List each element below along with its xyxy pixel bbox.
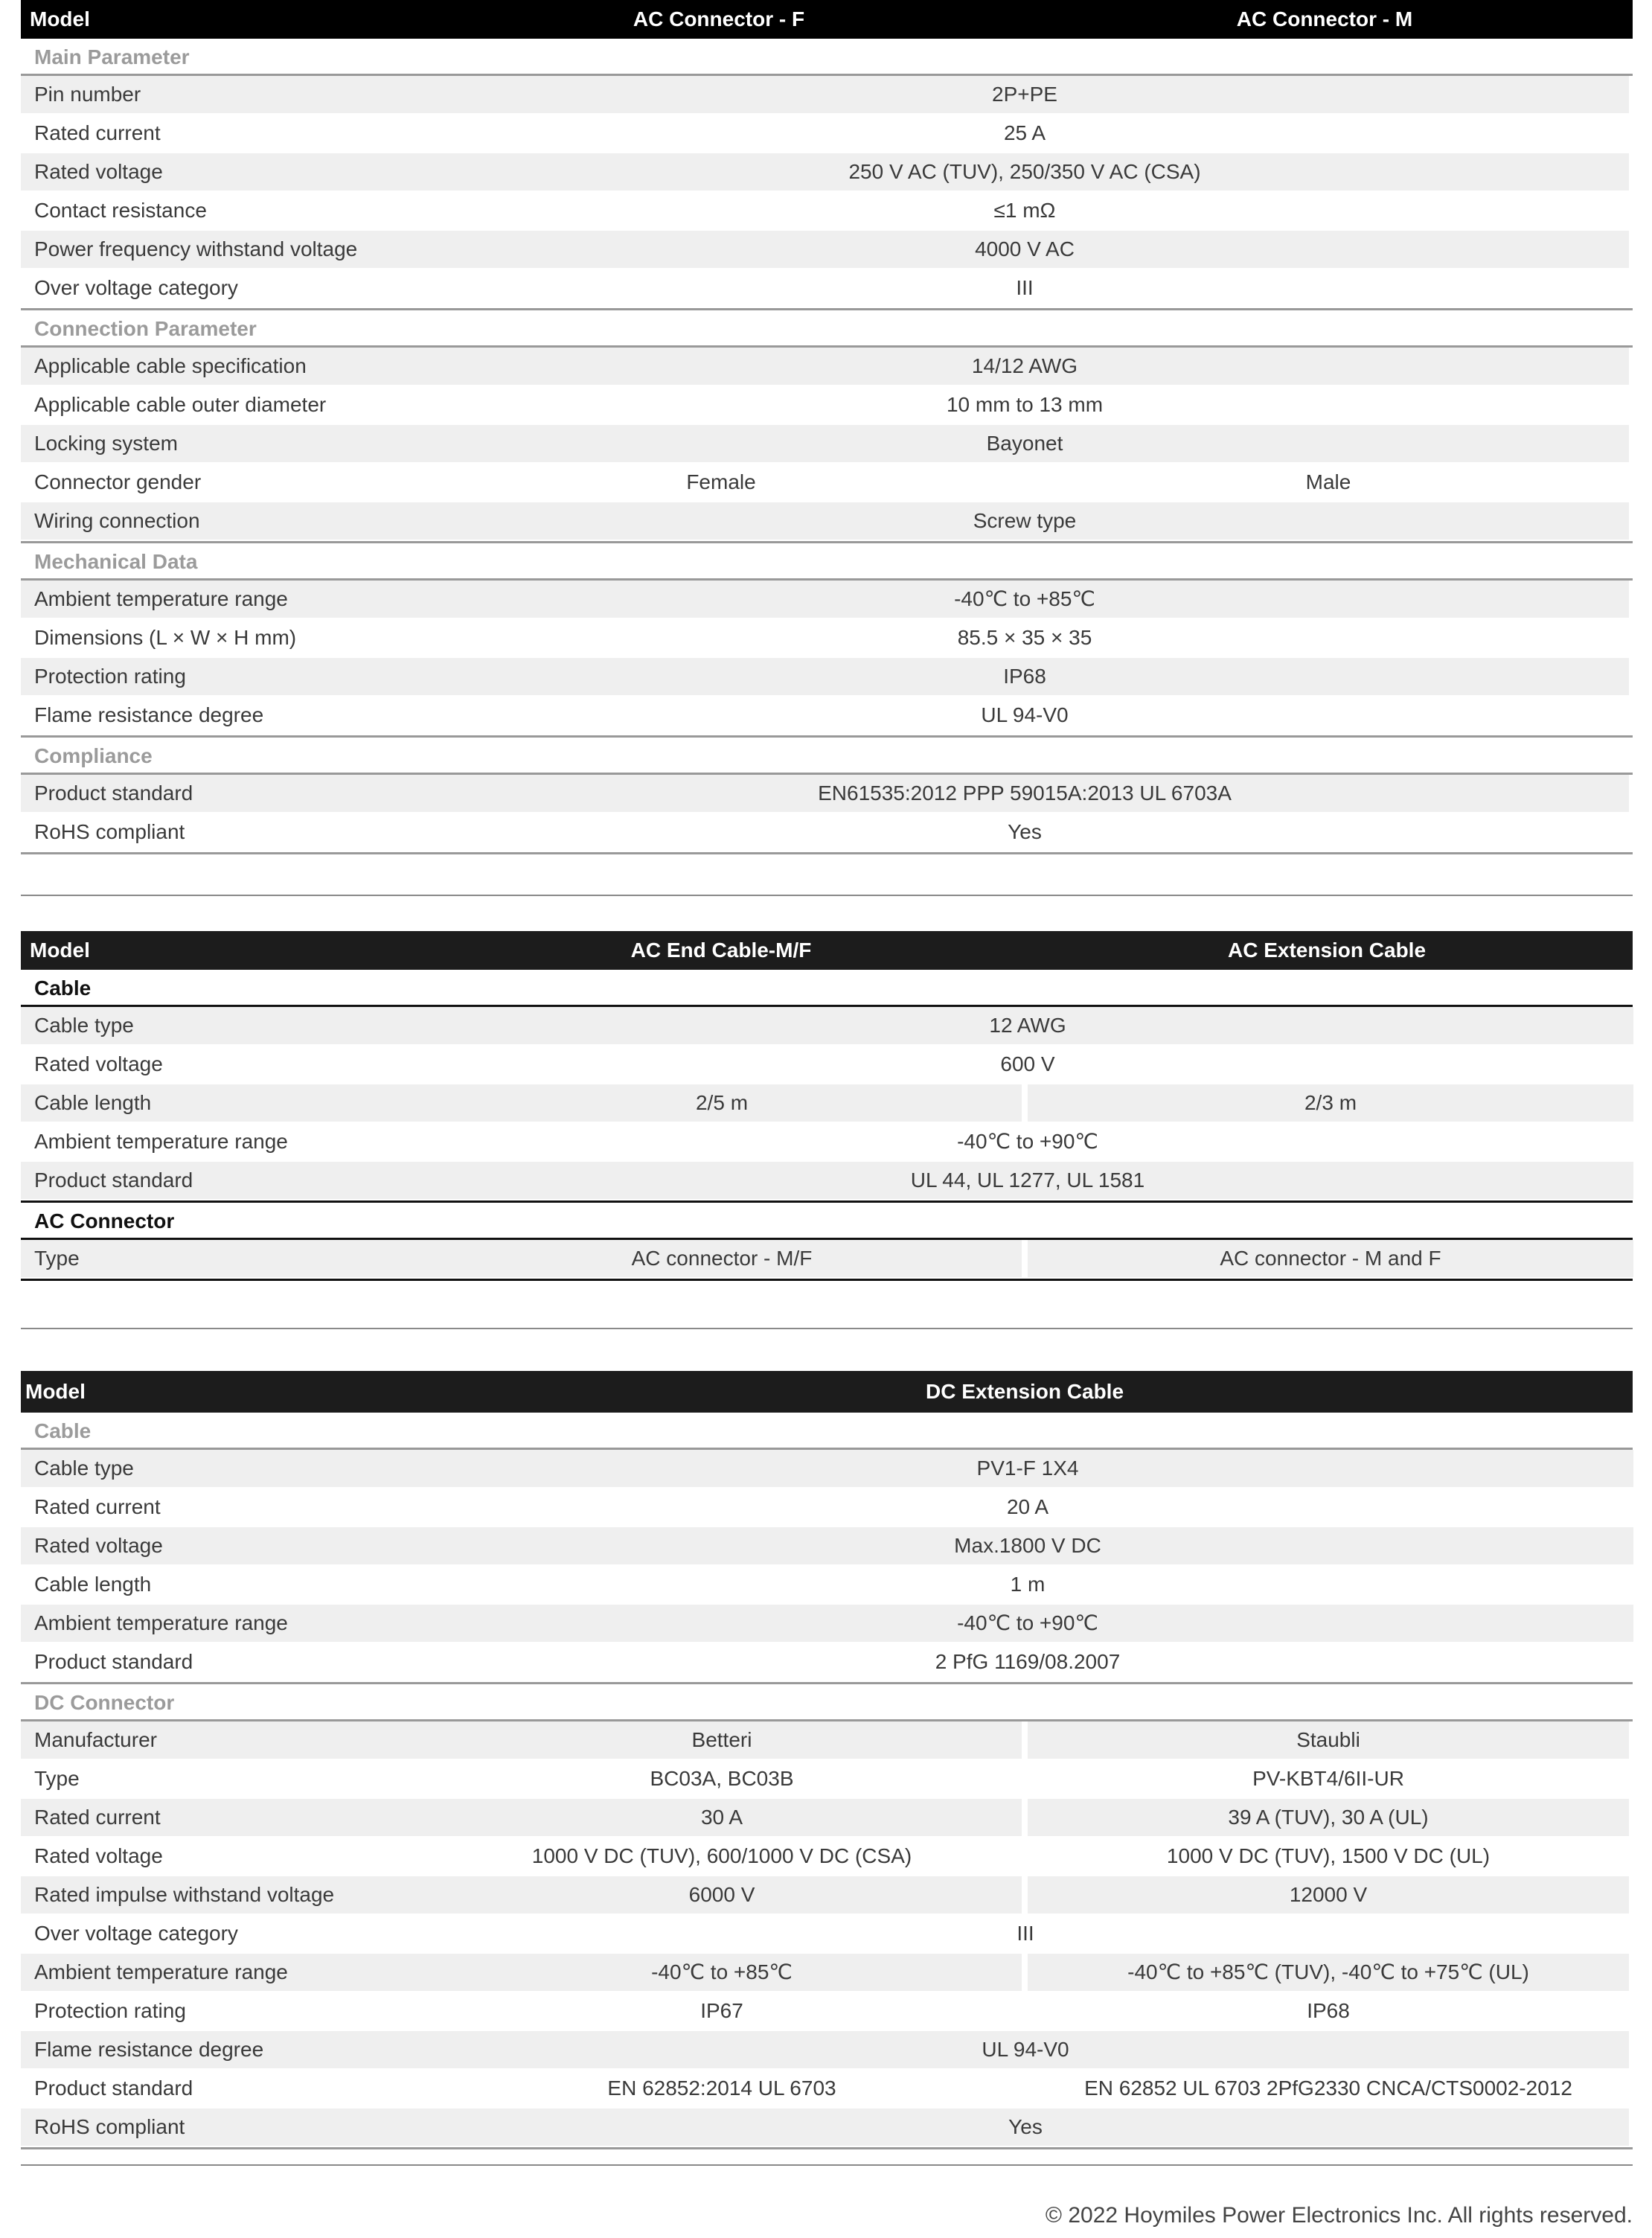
table-row [21, 1007, 1633, 1046]
table-row [21, 269, 1633, 308]
row-value: 2/3 m [1028, 1084, 1633, 1122]
table-header [21, 931, 1633, 970]
row-value: Bayonet [420, 425, 1629, 462]
header-col-2: AC Connector - M [1236, 7, 1413, 31]
row-label: Rated impulse withstand voltage [21, 1876, 426, 1914]
header-col-1: AC End Cable-M/F [630, 939, 812, 962]
row-label: Type [21, 1240, 426, 1277]
row-value: UL 44, UL 1277, UL 1581 [422, 1162, 1633, 1199]
row-value: Female [686, 470, 756, 493]
header-model: Model [25, 1380, 86, 1403]
row-label: Rated current [34, 121, 161, 144]
table-row [21, 502, 1633, 541]
row-value: 25 A [1003, 121, 1046, 144]
row-value: -40℃ to +85℃ [420, 581, 1629, 618]
table-row [21, 1566, 1633, 1605]
row-value: PV-KBT4/6II-UR [1252, 1767, 1404, 1790]
section-title: Compliance [21, 735, 1633, 775]
row-value: 20 A [1006, 1495, 1049, 1518]
table-row [21, 1489, 1633, 1527]
row-value: 1000 V DC (TUV), 1500 V DC (UL) [1166, 1844, 1491, 1867]
row-label: RoHS compliant [21, 2108, 426, 2146]
row-value: 1000 V DC (TUV), 600/1000 V DC (CSA) [531, 1844, 912, 1867]
header-col-2: AC Extension Cable [1227, 939, 1427, 962]
row-label: Locking system [21, 425, 426, 462]
row-value: 85.5 × 35 × 35 [957, 626, 1092, 649]
row-value: UL 94-V0 [981, 703, 1069, 726]
table-row [21, 231, 1633, 269]
table-row [21, 348, 1633, 386]
row-value: ≤1 mΩ [993, 199, 1056, 222]
row-label: Pin number [21, 76, 426, 113]
row-label: Ambient temperature range [21, 581, 426, 618]
row-value: 2/5 m [422, 1084, 1022, 1122]
row-value: 2 PfG 1169/08.2007 [935, 1650, 1121, 1673]
row-value: PV1-F 1X4 [422, 1450, 1633, 1487]
row-label: Over voltage category [34, 1922, 238, 1945]
header-col-1: DC Extension Cable [925, 1380, 1124, 1403]
row-value: 12000 V [1028, 1876, 1629, 1914]
row-value: EN61535:2012 PPP 59015A:2013 UL 6703A [420, 775, 1629, 812]
row-value: III [1016, 276, 1034, 299]
row-value: -40℃ to +85℃ (TUV), -40℃ to +75℃ (UL) [1028, 1954, 1629, 1991]
row-value: BC03A, BC03B [650, 1767, 794, 1790]
table-row [21, 1643, 1633, 1682]
row-label: Rated current [34, 1495, 161, 1518]
table-row [21, 1876, 1633, 1915]
table-row [21, 1954, 1633, 1992]
row-value: 12 AWG [422, 1007, 1633, 1044]
row-value: 250 V AC (TUV), 250/350 V AC (CSA) [420, 153, 1629, 191]
row-value: 1 m [1010, 1573, 1046, 1596]
header-model: Model [30, 7, 90, 31]
table-row [21, 775, 1633, 813]
row-label: RoHS compliant [34, 820, 185, 843]
table-row [21, 2108, 1633, 2149]
row-value: -40℃ to +90℃ [957, 1130, 1098, 1153]
row-label: Ambient temperature range [21, 1954, 426, 1991]
row-value: 10 mm to 13 mm [946, 393, 1104, 416]
table-row [21, 115, 1633, 153]
table-row [21, 1799, 1633, 1838]
section-title: Cable [21, 970, 1633, 1007]
row-label: Rated current [21, 1799, 426, 1836]
row-label: Type [34, 1767, 80, 1790]
row-label: Contact resistance [34, 199, 207, 222]
row-label: Cable type [21, 1007, 426, 1044]
row-label: Wiring connection [21, 502, 426, 540]
row-label: Rated voltage [21, 153, 426, 191]
row-value: -40℃ to +85℃ [422, 1954, 1022, 1991]
row-label: Power frequency withstand voltage [21, 231, 426, 268]
section-title: Connection Parameter [21, 308, 1633, 348]
row-label: Connector gender [34, 470, 202, 493]
table-row [21, 1162, 1633, 1200]
ac-cable-spec-table [21, 931, 1633, 1281]
section-divider [21, 1328, 1633, 1329]
table-row [21, 2070, 1633, 2108]
row-label: Over voltage category [34, 276, 238, 299]
table-row [21, 581, 1633, 619]
table-row [21, 658, 1633, 697]
row-value: Screw type [420, 502, 1629, 540]
row-value: III [1017, 1922, 1034, 1945]
row-value: 30 A [422, 1799, 1022, 1836]
table-row [21, 1605, 1633, 1643]
row-value: Betteri [422, 1721, 1022, 1759]
table-row [21, 1760, 1633, 1799]
table-row [21, 1527, 1633, 1566]
row-value: Male [1305, 470, 1351, 493]
table-row [21, 1992, 1633, 2031]
table-row [21, 2031, 1633, 2070]
table-row [21, 1450, 1633, 1489]
row-value: 14/12 AWG [420, 348, 1629, 385]
table-header [21, 1371, 1633, 1413]
row-value: Staubli [1028, 1721, 1629, 1759]
row-value: Yes [422, 2108, 1629, 2146]
header-model: Model [30, 939, 90, 962]
row-label: Cable length [21, 1084, 426, 1122]
table-row [21, 1046, 1633, 1084]
row-label: Rated voltage [34, 1844, 163, 1867]
row-label: Ambient temperature range [34, 1130, 288, 1153]
table-row [21, 1915, 1633, 1954]
table-row [21, 697, 1633, 735]
row-value: EN 62852 UL 6703 2PfG2330 CNCA/CTS0002-2012 [1084, 2076, 1572, 2100]
table-row [21, 425, 1633, 464]
row-label: Cable length [34, 1573, 152, 1596]
section-title: Mechanical Data [21, 541, 1633, 581]
section-title: Cable [21, 1413, 1633, 1450]
table-row [21, 619, 1633, 658]
row-label: Product standard [34, 2076, 193, 2100]
row-label: Applicable cable specification [21, 348, 426, 385]
row-label: Flame resistance degree [34, 703, 264, 726]
row-label: Manufacturer [21, 1721, 426, 1759]
row-label: Protection rating [21, 658, 426, 695]
row-label: Product standard [21, 775, 426, 812]
section-title: AC Connector [21, 1200, 1633, 1240]
table-row [21, 1123, 1633, 1162]
row-label: Rated voltage [34, 1052, 163, 1075]
row-value: -40℃ to +90℃ [422, 1605, 1633, 1642]
row-label: Protection rating [34, 1999, 186, 2022]
ac-connector-spec-table [21, 0, 1633, 854]
row-label: Rated voltage [21, 1527, 426, 1564]
table-row [21, 464, 1633, 502]
row-label: Ambient temperature range [21, 1605, 426, 1642]
table-row [21, 192, 1633, 231]
row-value: IP68 [1307, 1999, 1350, 2022]
row-value: AC connector - M and F [1028, 1240, 1633, 1277]
table-row [21, 1838, 1633, 1876]
row-value: EN 62852:2014 UL 6703 [607, 2076, 836, 2100]
table-row [21, 813, 1633, 854]
row-label: Cable type [21, 1450, 426, 1487]
header-col-1: AC Connector - F [633, 7, 805, 31]
section-title: Main Parameter [21, 39, 1633, 76]
table-row [21, 76, 1633, 115]
row-label: Product standard [34, 1650, 193, 1673]
table-row [21, 1240, 1633, 1281]
row-label: Applicable cable outer diameter [34, 393, 327, 416]
row-value: Yes [1008, 820, 1042, 843]
row-value: IP68 [420, 658, 1629, 695]
row-value: AC connector - M/F [422, 1240, 1022, 1277]
row-value: Max.1800 V DC [422, 1527, 1633, 1564]
section-divider [21, 895, 1633, 896]
row-label: Product standard [21, 1162, 426, 1199]
dc-cable-spec-table [21, 1371, 1633, 2149]
row-value: 2P+PE [420, 76, 1629, 113]
table-row [21, 1721, 1633, 1760]
table-row [21, 153, 1633, 192]
table-row [21, 386, 1633, 425]
row-value: 600 V [1000, 1052, 1055, 1075]
section-title: DC Connector [21, 1682, 1633, 1721]
section-divider [21, 2164, 1633, 2166]
row-value: 6000 V [422, 1876, 1022, 1914]
row-value: IP67 [700, 1999, 743, 2022]
table-row [21, 1084, 1633, 1123]
row-value: 4000 V AC [420, 231, 1629, 268]
row-label: Dimensions (L × W × H mm) [34, 626, 297, 649]
table-header [21, 0, 1633, 39]
row-label: Flame resistance degree [21, 2031, 426, 2068]
copyright-notice: © 2022 Hoymiles Power Electronics Inc. All rights reserved. [1045, 2203, 1633, 2228]
row-value: UL 94-V0 [422, 2031, 1629, 2068]
row-value: 39 A (TUV), 30 A (UL) [1028, 1799, 1629, 1836]
